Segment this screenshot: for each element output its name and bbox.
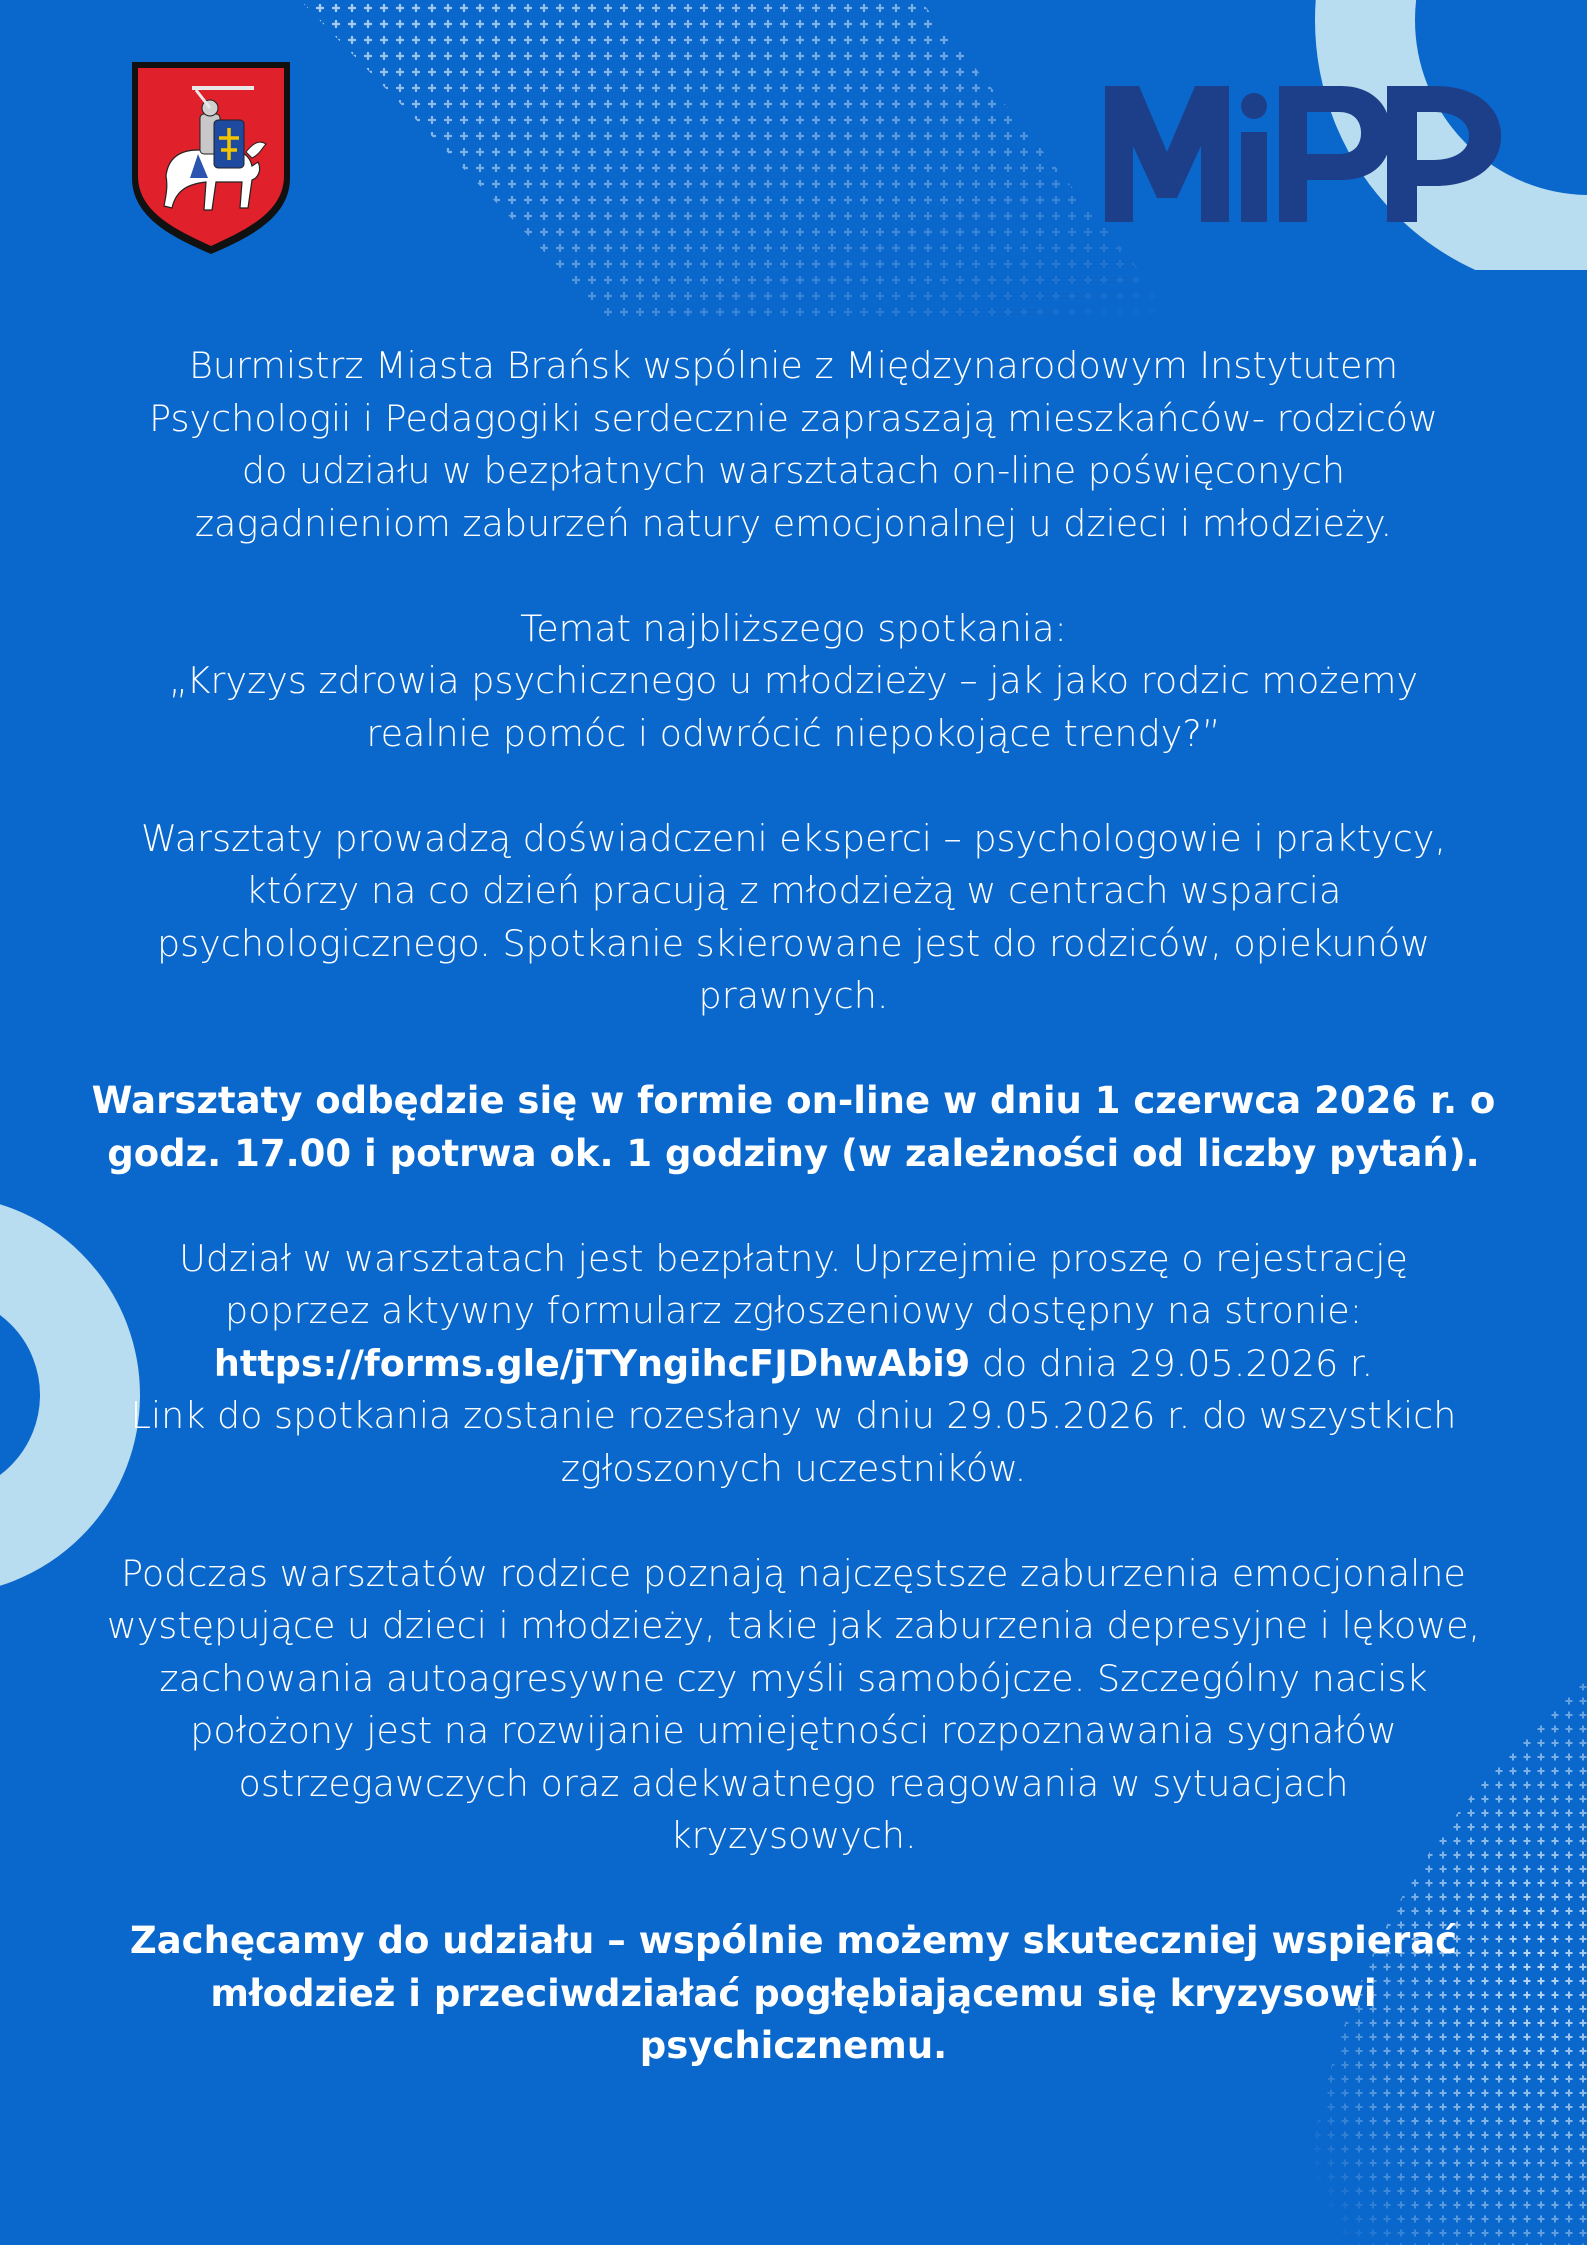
spacer [90,550,1497,603]
registration-deadline: do dnia 29.05.2026 r. [970,1341,1374,1385]
closing-line: młodzież i przeciwdziałać pogłębiającemu się kryzysowi psychicznemu. [210,1971,1377,2067]
description-line: położony jest na rozwijanie umiejętności rozpoznawania sygnałów [190,1709,1397,1752]
spacer [90,760,1497,813]
topic-paragraph [90,603,1497,761]
intro-line: do udziału w bezpłatnych warsztatach on-line poświęconych [241,449,1346,492]
intro-line: Burmistrz Miasta Brańsk wspólnie z Międzynarodowym Instytutem [188,344,1398,387]
intro-paragraph [90,340,1497,550]
registration-line: poprzez aktywny formularz zgłoszeniowy dostępny na stronie: [224,1289,1362,1332]
schedule-paragraph [90,1075,1497,1180]
intro-line: zagadnieniom zaburzeń natury emocjonalnej u dzieci i młodzieży. [194,501,1393,545]
spacer [90,1863,1497,1916]
registration-link-line [90,1338,1497,1391]
registration-line: zgłoszonych uczestników. [560,1446,1027,1490]
spacer [90,1495,1497,1548]
description-line: Podczas warsztatów rodzice poznają najczęstsze zaburzenia emocjonalne [121,1551,1466,1595]
topic-title-line: realnie pomóc i odwrócić niepokojące trendy?” [366,711,1221,755]
description-line: ostrzegawczych oraz adekwatnego reagowania w sytuacjach [238,1761,1349,1805]
dot-pattern-top-decoration [280,0,1180,320]
schedule-line: godz. 17.00 i potrwa ok. 1 godziny (w zależności od liczby pytań). [107,1131,1480,1175]
registration-line: Link do spotkania zostanie rozesłany w dniu 29.05.2026 r. do wszystkich [130,1394,1457,1437]
experts-line: psychologicznego. Spotkanie skierowane jest do rodziców, opiekunów [157,921,1430,965]
coat-of-arms-logo [128,58,294,258]
spacer [90,1180,1497,1233]
schedule-line: Warsztaty odbędzie się w formie on-line w dniu 1 czerwca 2026 r. o [91,1079,1496,1122]
description-paragraph [90,1548,1497,1863]
registration-line: Udział w warsztatach jest bezpłatny. Uprzejmie proszę o rejestrację [179,1236,1408,1280]
closing-paragraph [90,1915,1497,2073]
description-line: zachowania autoagresywne czy myśli samobójcze. Szczególny nacisk [159,1656,1428,1700]
experts-line: prawnych. [698,974,889,1017]
experts-line: Warsztaty prowadzą doświadczeni eksperci – psychologowie i praktycy, [140,816,1447,860]
announcement-body [90,340,1497,2073]
spacer [90,1023,1497,1076]
topic-label: Temat najbliższego spotkania: [520,606,1067,650]
registration-paragraph [90,1233,1497,1496]
description-line: kryzysowych. [670,1814,917,1857]
topic-title-line: „Kryzys zdrowia psychicznego u młodzieży – jak jako rodzic możemy [168,659,1419,702]
registration-form-link[interactable]: https://forms.gle/jTYngihcFJDhwAbi9 [213,1341,971,1385]
experts-line: którzy na co dzień pracują z młodzieżą w centrach wsparcia [245,869,1342,912]
mipp-logo [1105,62,1505,230]
intro-line: Psychologii i Pedagogiki serdecznie zapraszają mieszkańców- rodziców [149,396,1438,440]
description-line: występujące u dzieci i młodzieży, takie jak zaburzenia depresyjne i lękowe, [106,1604,1481,1647]
closing-line: Zachęcamy do udziału – wspólnie możemy skuteczniej wspierać [129,1919,1458,1962]
experts-paragraph [90,813,1497,1023]
